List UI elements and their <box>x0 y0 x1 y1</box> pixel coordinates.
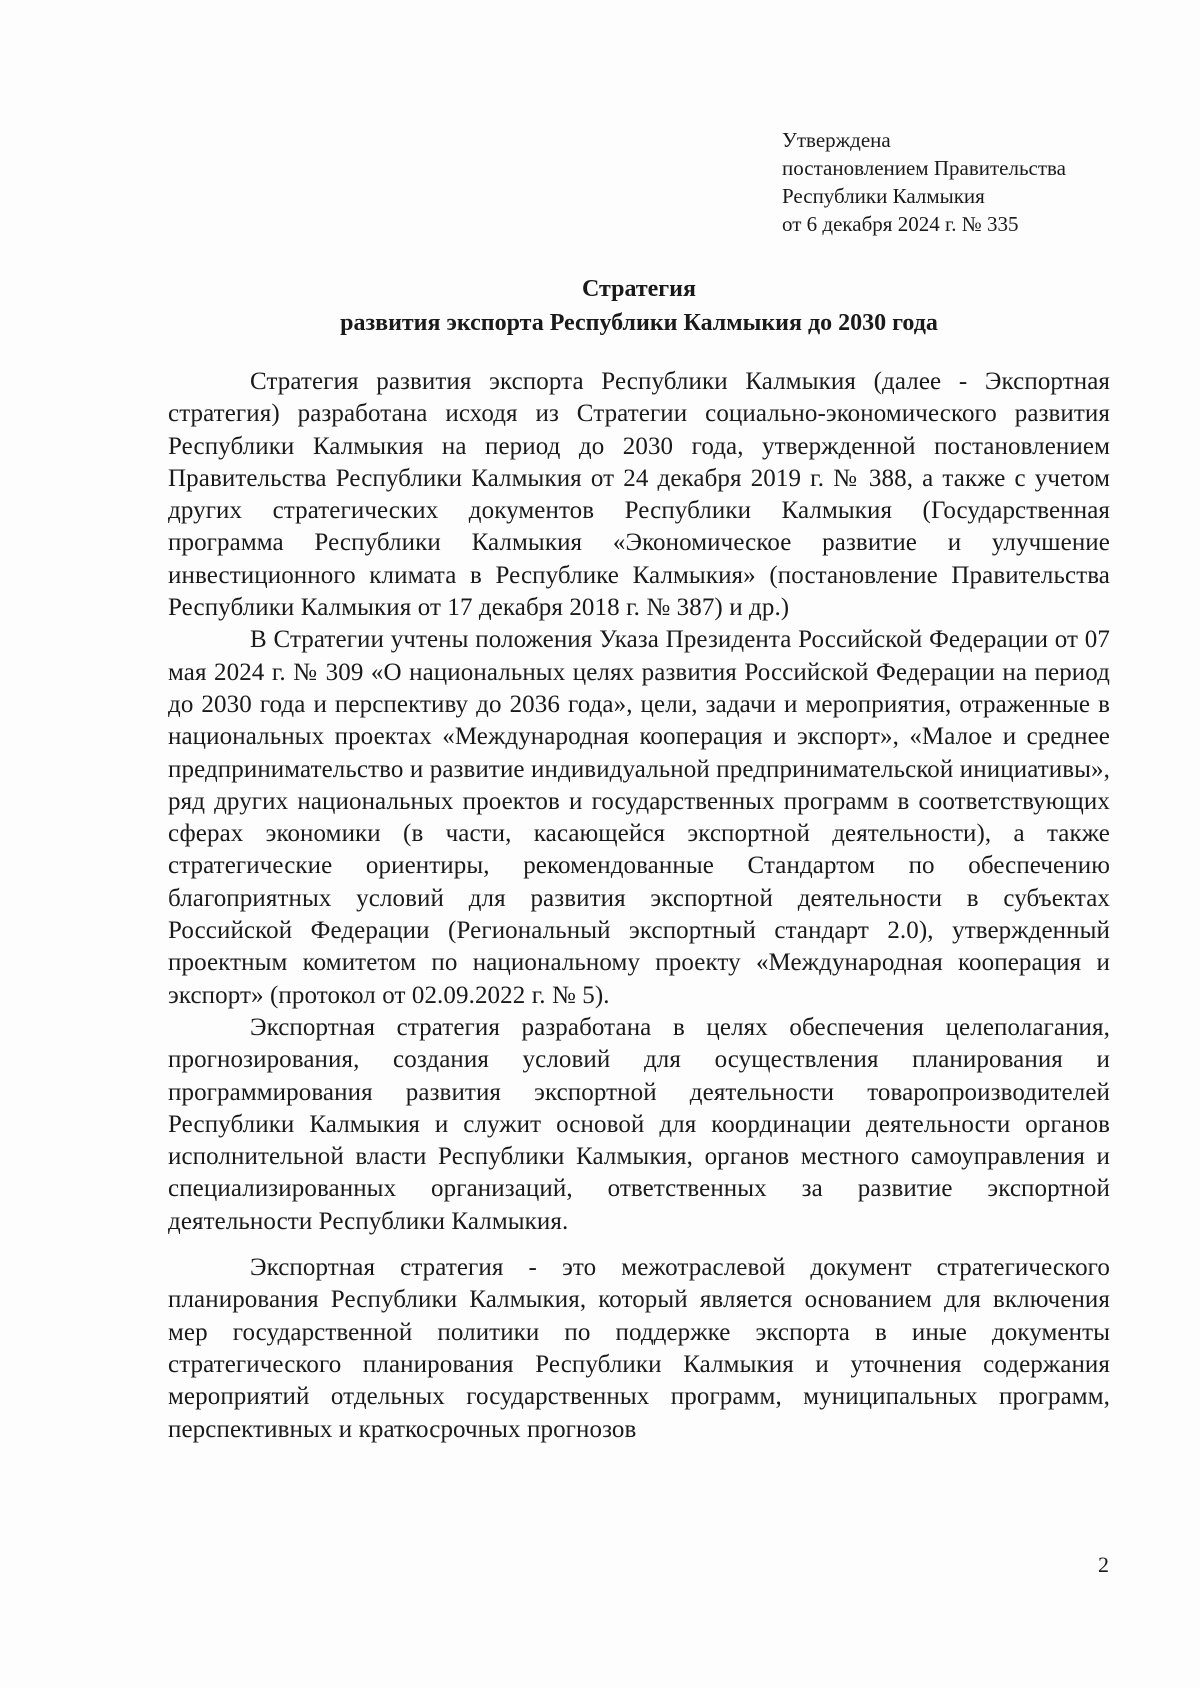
document-title <box>168 272 1110 340</box>
approval-line: Утверждена <box>782 128 891 152</box>
title-line: развития экспорта Республики Калмыкия до 2030 года <box>340 310 938 336</box>
paragraph: Стратегия развития экспорта Республики Калмыкия (далее - Экспортная стратегия) разработана исходя из Стратегии социально-экономического развития Республики Калмыкия на период до 2030 года, утвержденной постановлением Правительства Республики Калмыкия от 24 декабря 2019 г. № 388, а также с учетом других стратегических документов Республики Калмыкия (Государственная программа Республики Калмыкия «Экономическое развитие и улучшение инвестиционного климата в Республике Калмыкия» (постановление Правительства Республики Калмыкия от 17 декабря 2018 г. № 387) и др.) <box>168 368 1110 622</box>
approval-line: Республики Калмыкия <box>782 184 985 208</box>
approval-line: постановлением Правительства <box>782 156 1067 180</box>
title-line: Стратегия <box>582 276 696 302</box>
paragraph: Экспортная стратегия - это межотраслевой документ стратегического планирования Республики Калмыкия, который является основанием для включения мер государственной политики по поддержке экспорта в иные документы стратегического планирования Республики Калмыкия и уточнения содержания мероприятий отдельных государственных программ, муниципальных программ, перспективных и краткосрочных прогнозов <box>168 1254 1110 1443</box>
approval-stamp <box>782 126 1142 238</box>
paragraph: Экспортная стратегия разработана в целях обеспечения целеполагания, прогнозирования, создания условий для осуществления планирования и программирования развития экспортной деятельности товаропроизводителей Республики Калмыкия и служит основой для координации деятельности органов исполнительной власти Республики Калмыкия, органов местного самоуправления и специализированных организаций, ответственных за развитие экспортной деятельности Республики Калмыкия. <box>168 1013 1110 1235</box>
approval-line: от 6 декабря 2024 г. № 335 <box>782 212 1019 236</box>
paragraph: В Стратегии учтены положения Указа Президента Российской Федерации от 07 мая 2024 г. № 309 «О национальных целях развития Российской Федерации на период до 2030 года и перспективу до 2036 года», цели, задачи и мероприятия, отраженные в национальных проектах «Международная кооперация и экспорт», «Малое и среднее предпринимательство и развитие индивидуальной предпринимательской инициативы», ряд других национальных проектов и государственных программ в соответствующих сферах экономики (в части, касающейся экспортной деятельности), а также стратегические ориентиры, рекомендованные Стандартом по обеспечению благоприятных условий для развития экспортной деятельности в субъектах Российской Федерации (Региональный экспортный стандарт 2.0), утвержденный проектным комитетом по национальному проекту «Международная кооперация и экспорт» (протокол от 02.09.2022 г. № 5). <box>168 626 1110 1009</box>
document-body <box>168 366 1110 1446</box>
page-number: 2 <box>1098 1552 1109 1577</box>
